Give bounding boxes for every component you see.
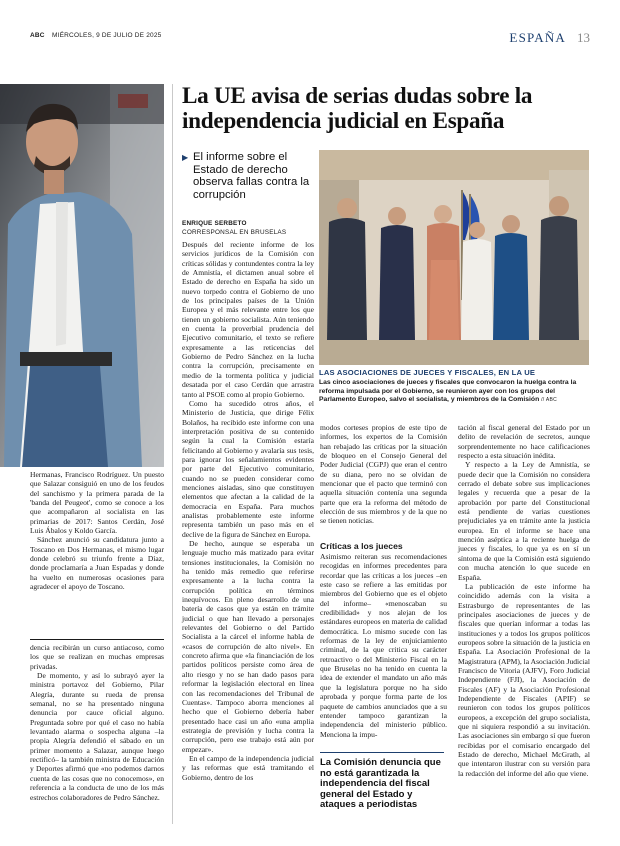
triangle-bullet-icon: ▶ <box>182 153 189 162</box>
masthead-brand: ABC <box>30 32 45 39</box>
paragraph: De momento, y así lo subrayó ayer la ministra portavoz del Gobierno, Pilar Alegría, durante su rueda de prensa semanal, no se ha presentado ninguna denuncia por cauce oficial alguno. Preguntada sobre por qué el caso no había levantado alarma o sospecha alguna –la propia Alegría defendió el sábado en un primer momento a Salazar, aunque luego rectificó– la también ministra de Educación y Deportes afirmó que «no podemos darnos cuenta de las cosas que no conocemos», en referencia a la conducta de uno de los más estrechos colaboradores de Pedro Sánchez. <box>30 671 164 802</box>
photo-caption <box>319 368 591 405</box>
main-column-3a <box>320 423 447 526</box>
paragraph: Y respecto a la Ley de Amnistía, se puede decir que la Comisión no considera cerrado el debate sobre sus implicaciones legales y recuerda que a pesar de la aprobación por parte del Constitucional está pendiente de varias cuestiones prejudiciales ya en trámite ante la justicia europea. En el informe se hace una mención aséptica a la reciente huelga de jueces y fiscales, lo que ya es en sí un síntoma de que la Comisión está siguiendo con mucha atención lo que sucede en España. <box>458 460 590 582</box>
byline-author: ENRIQUE SERBETO <box>182 220 247 227</box>
caption-credit: // ABC <box>541 397 558 404</box>
paragraph: De hecho, aunque se esperaba un lenguaje mucho más matizado para evitar tensiones institucionales, la Comisión no ha tenido más remedio que referirse expresamente a la lucha contra la corrupción política en términos inequívocos. En pleno desarrollo de una batería de casos que ya están en trámite judicial o que han llevado a personajes relevantes del Gobierno o del Partido Socialista a la cárcel el informe habla de «casos de corrupción de alto nivel». En concreto afirma que «la financiación de los partidos políticos persiste como área de alto riesgo y no se han dado pasos para reformar la legislación electoral en línea con las recomendaciones del Tribunal de Cuentas». Tampoco aborra menciones al hecho que el Gobierno debería haber presentado hace casi un año «una amplia estrategia de previsión y lucha contra la corrupción, pero ese trabajo está aún por empezar». <box>182 539 314 754</box>
photo-group <box>319 150 589 365</box>
section-subtitle: Críticas a los jueces <box>320 541 403 551</box>
masthead-date: MIÉRCOLES, 9 DE JULIO DE 2025 <box>52 32 162 39</box>
paragraph: Después del reciente informe de los servicios jurídicos de la Comisión con críticas sólidas y contundentes contra la ley de Amnistía, el dictamen anual sobre el Estado de derecho en España ha sido un nuevo torpedo contra el Gobierno de uno de los principales países de la Unión Europea y el más relevante entre los que tienen un gobierno socialista. Aún teniendo en cuenta la proverbial prudencia del Ejecutivo comunitario, el texto se refiere expresamente a las reticencias del Gobierno de Pedro Sánchez en la lucha contra la corrupción, precisamente en medio de la tormenta política y judicial desatada por el caso Cerdán que arrastra tanto al PSOE como al propio Gobierno. <box>182 240 314 399</box>
paragraph: tación al fiscal general del Estado por un delito de revelación de secretos, aunque sorprendentemente no hace calificaciones respecto a esta situación inédita. <box>458 423 590 461</box>
page-number: 13 <box>577 30 590 45</box>
caption-title: LAS ASOCIACIONES DE JUECES Y FISCALES, EN LA UE <box>319 368 536 377</box>
section-name: ESPAÑA <box>509 30 566 45</box>
left-column-top <box>30 470 164 591</box>
main-column-2 <box>182 240 314 782</box>
paragraph: Asimismo reiteran sus recomendaciones recogidas en informes precedentes para recordar que las críticas a los jueces –en este caso se refiere a las emitidas por miembros del Gobierno que es el objeto del informe– «menoscaban su credibilidad» y nos alejan de los estándares europeos en materia de calidad democrática. Lo mismo sucede con las reformas de la ley de enjuiciamiento criminal, de la que critica su carácter retroactivo o del Ministerio Fiscal en la que Bruselas no ha tenido en cuenta la idea de extender el mandato un año más que la legislatura porque no ha sido aprobada y porque forma parte de los paquete de cambios anunciados que a su entender tampoco garantizan la independencia del ministerio público. Menciona la impu- <box>320 552 447 739</box>
column-divider <box>30 639 164 640</box>
pullquote-rule <box>320 752 444 753</box>
photo-politician-illustration <box>0 84 164 467</box>
paragraph: Sánchez anunció su candidatura junto a Toscano en Dos Hermanas, el mismo lugar donde celebró su triunfo frente a Díaz, donde proclamaría a Juan Espadas y donde ha vuelto en numerosas ocasiones para agradecer el apoyo de Toscano. <box>30 535 164 592</box>
caption-body: Las cinco asociaciones de jueces y fiscales que convocaron la huelga contra la reforma impulsada por el Gobierno, se reunieron ayer con los grupos del Parlamento Europeo, salvo el socialista, y miembros de la Comisión <box>319 379 577 404</box>
paragraph: En el campo de la independencia judicial y las reformas que está tramitando el Gobierno, dentro de los <box>182 753 314 782</box>
paragraph: La publicación de este informe ha coincidido además con la visita a Estrasburgo de representantes de las principales asociaciones de jueces y de fiscales que querían informar a todas las instituciones y a todos los grupos políticos europeos sobre la situación de la justicia en España. La Asociación Profesional de la Magistratura (APM), la Asociación Judicial Francisco de Vitoria (AJFV), Foro Judicial Independiente (FJI), la Asociación de Fiscales (AF) y la Asociación Profesional Independiente de Fiscales (APIF) se reunieron con todos los grupos políticos europeos, a excepción del grupo socialista, que ni siquiera respondió a su invitación. Las asociaciones sin embargo sí que fueron recibidas por el comisario encargado del Estado de derecho, Michael McGrath, al que intentaron ilustrar con su versión para la redacción del informe del año que viene. <box>458 581 590 778</box>
main-column-4 <box>458 423 590 778</box>
main-column-3b <box>320 552 447 739</box>
paragraph: modos corteses propios de este tipo de informes, los expertos de la Comisión han rebajado las críticas por la situación de bloqueo en el Consejo General del Poder Judicial (CGPJ) que eran el centro de su diana, pero no se olvidan de mencionar que el pacto que terminó con aquella situación contenía una segunda parte que era la reforma del método de elección de sus miembros y de la que no se tienen noticias. <box>320 423 447 526</box>
left-column-bottom <box>30 643 164 802</box>
pullquote: La Comisión denuncia que no está garantizada la independencia del fiscal general del Estado y ataques a periodistas <box>320 757 441 811</box>
byline-role: CORRESPONSAL EN BRUSELAS <box>182 229 287 236</box>
headline: La UE avisa de serias dudas sobre la independencia judicial en España <box>182 83 533 134</box>
photo-group-illustration <box>319 150 589 365</box>
column-rule <box>172 84 173 824</box>
paragraph: dencia recibirán un curso antiacoso, como los que se realizan en muchas empresas privadas. <box>30 643 164 671</box>
photo-politician <box>0 84 164 467</box>
subhead <box>182 151 311 201</box>
paragraph: Como ha sucedido otros años, el Ministerio de Justicia, que dirige Félix Bolaños, ha recibido este informe con una interpretación positiva de su contenido según la cual la Comisión estaría felicitando al Gobierno y avalaría sus tesis, para ignorar los señalamientos evidentes por parte del Ejecutivo comunitario, cuando no se pueden considerar como menciones aisladas, sino que constituyen elementos que afectan a la calidad de la democracia en España. Para muchos analistas probablemente este informe representa también un paso más en el declive de la figura de Sánchez en Europa. <box>182 398 314 539</box>
byline <box>182 219 314 237</box>
paragraph: Hermanas, Francisco Rodríguez. Un puesto que Salazar consiguió en uno de los feudos del sanchismo y la primera parada de la 'banda del Peugeot', como se conoce a los que acompañaron al socialista en las primarias de 2017: Santos Cerdán, José Luis Ábalos y Koldo García. <box>30 470 164 536</box>
caption-text <box>319 379 591 405</box>
subhead-text: El informe sobre el Estado de derecho observa fallas contra la corrupción <box>193 151 310 201</box>
masthead <box>30 30 590 46</box>
